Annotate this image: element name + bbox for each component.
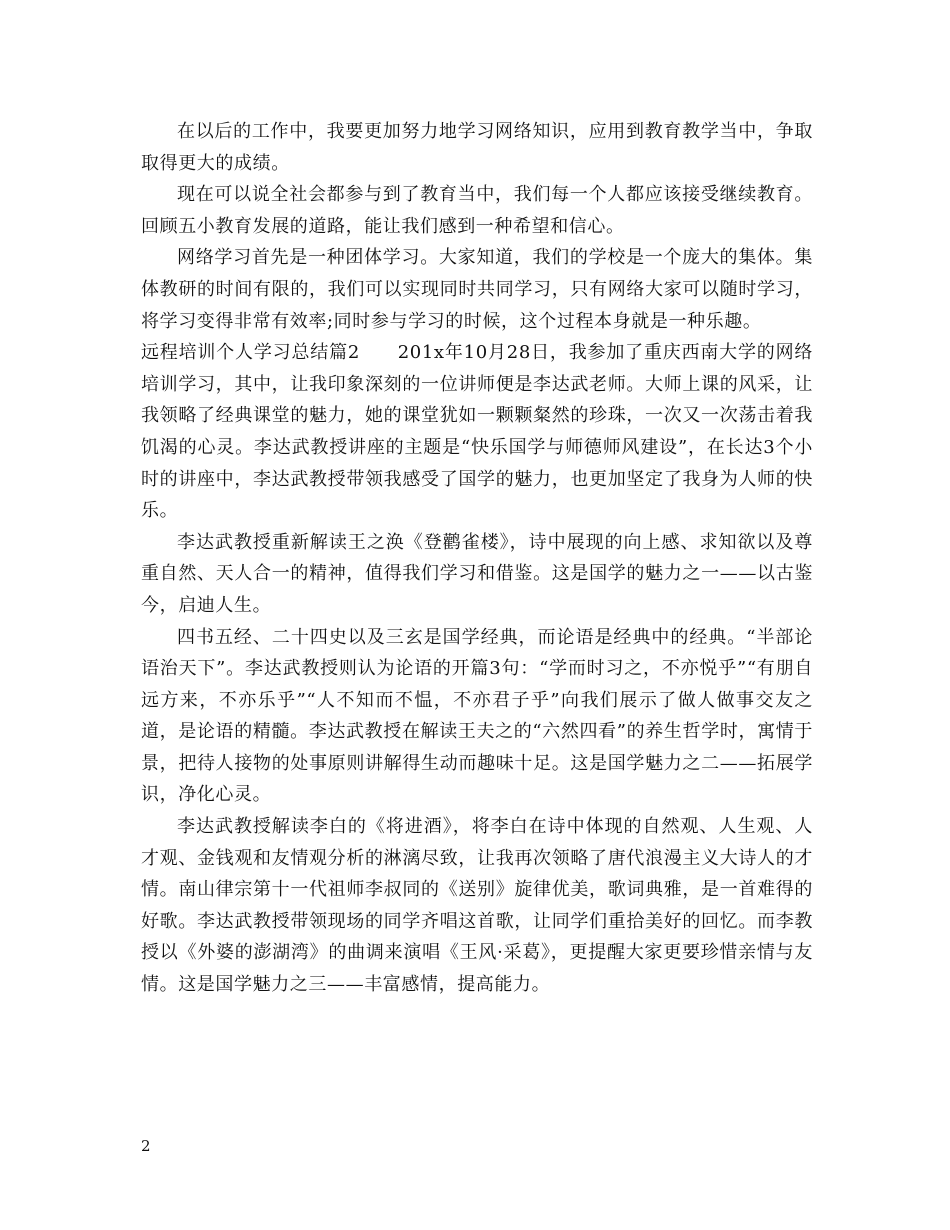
paragraph-1: 在以后的工作中，我要更加努力地学习网络知识，应用到教育教学当中，争取取得更大的成绩。: [141, 121, 813, 174]
paragraph-7: 李达武教授解读李白的《将进酒》，将李白在诗中体现的自然观、人生观、人才观、金钱观和友情观分析的淋漓尽致，让我再次领略了唐代浪漫主义大诗人的才情。南山律宗第十一代祖师李叔同的《送别》旋律优美，歌词典雅，是一首难得的好歌。李达武教授带领现场的同学齐唱这首歌，让同学们重拾美好的回忆。而李教授以《外婆的澎湖湾》的曲调来演唱《王风·采葛》，更提醒大家更要珍惜亲情与友情。这是国学魅力之三——丰富感情，提高能力。: [141, 816, 813, 996]
paragraph-6: 四书五经、二十四史以及三玄是国学经典，而论语是经典中的经典。“半部论语治天下”。李达武教授则认为论语的开篇3句：“学而时习之，不亦悦乎”“有朋自远方来，不亦乐乎”“人不知而不愠，不亦君子乎”向我们展示了做人做事交友之道，是论语的精髓。李达武教授在解读王夫之的“六然四看”的养生哲学时，寓情于景，把待人接物的处事原则讲解得生动而趣味十足。这是国学魅力之二——拓展学识，净化心灵。: [141, 626, 813, 806]
paragraph-5: 李达武教授重新解读王之涣《登鹳雀楼》，诗中展现的向上感、求知欲以及尊重自然、天人合一的精神，值得我们学习和借鉴。这是国学的魅力之一——以古鉴今，启迪人生。: [141, 531, 813, 616]
page-number: 2: [141, 1137, 151, 1155]
paragraph-2: 现在可以说全社会都参与到了教育当中，我们每一个人都应该接受继续教育。回顾五小教育发展的道路，能让我们感到一种希望和信心。: [141, 184, 813, 237]
paragraph-3: 网络学习首先是一种团体学习。大家知道，我们的学校是一个庞大的集体。集体教研的时间有限的，我们可以实现同时共同学习，只有网络大家可以随时学习，将学习变得非常有效率;同时参与学习的时候，这个过程本身就是一种乐趣。: [141, 247, 813, 332]
document-body: [141, 116, 813, 1001]
paragraph-4-heading-and-text: 远程培训个人学习总结篇2 201x年10月28日，我参加了重庆西南大学的网络培训学习，其中，让我印象深刻的一位讲师便是李达武老师。大师上课的风采，让我领略了经典课堂的魅力，她的课堂犹如一颗颗粲然的珍珠，一次又一次荡击着我饥渴的心灵。李达武教授讲座的主题是“快乐国学与师德师风建设”，在长达3个小时的讲座中，李达武教授带领我感受了国学的魅力，也更加坚定了我身为人师的快乐。: [141, 342, 813, 522]
